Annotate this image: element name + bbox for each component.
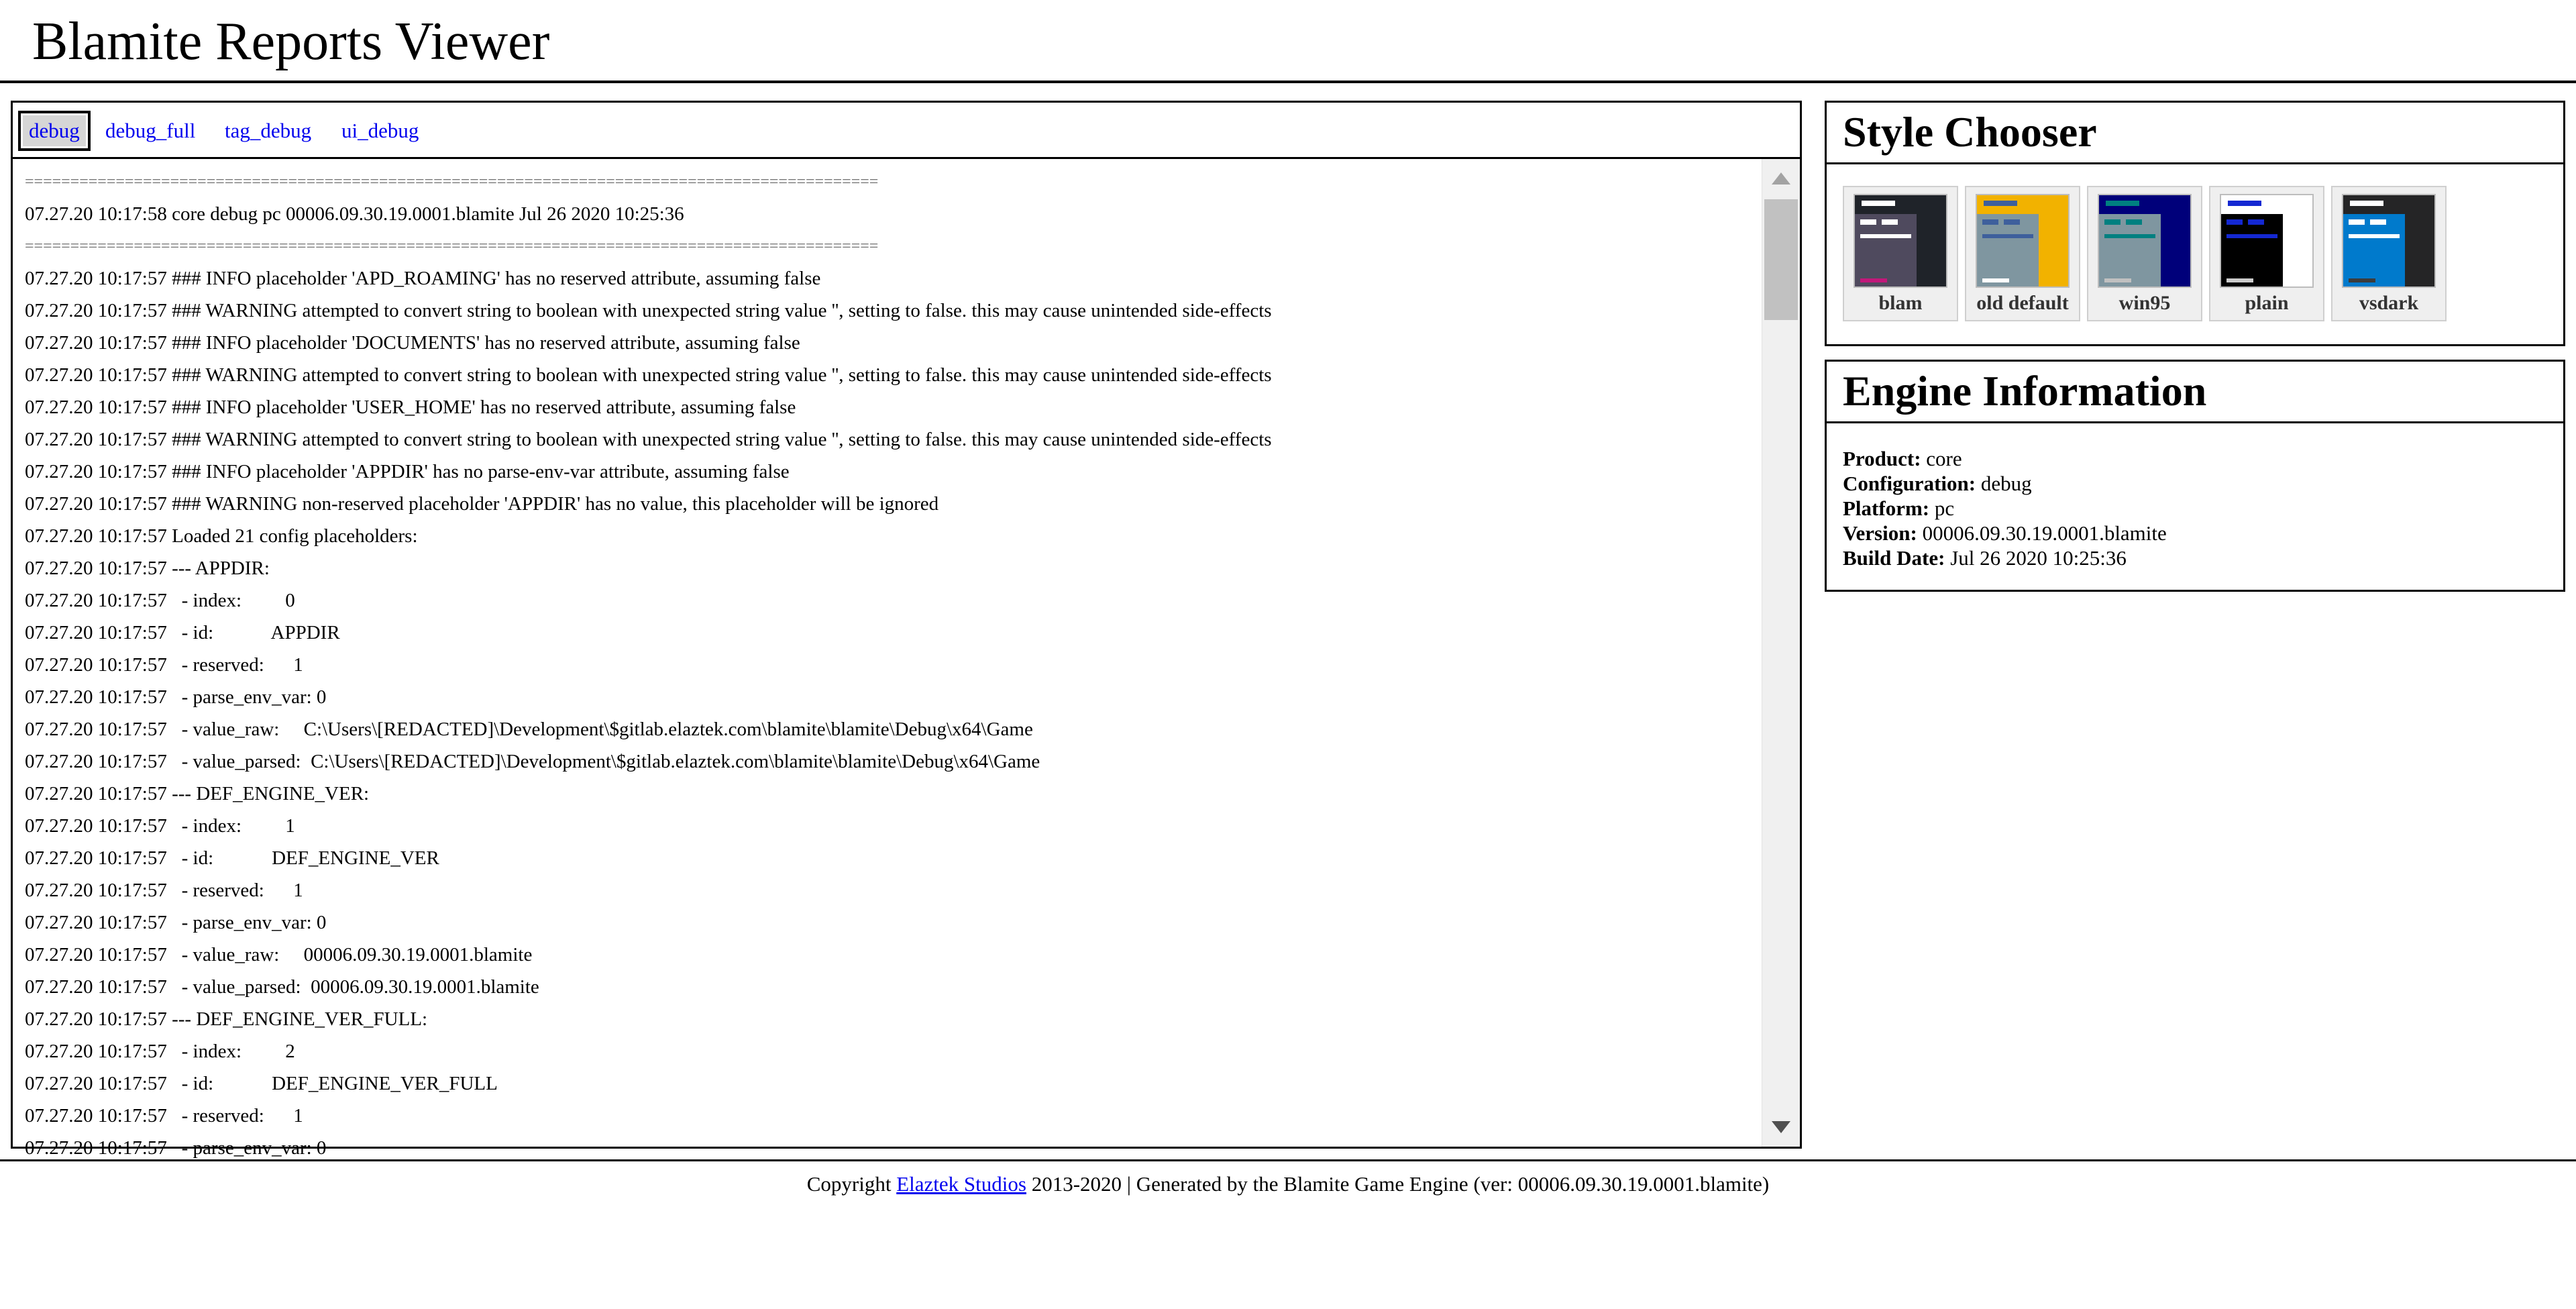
style-chooser-title: Style Chooser xyxy=(1827,103,2563,164)
theme-plain[interactable] xyxy=(2209,186,2324,321)
engine-info-key: Configuration: xyxy=(1843,472,1976,495)
engine-info-value: 00006.09.30.19.0001.blamite xyxy=(1922,521,2167,545)
log-line: 07.27.20 10:17:57 - parse_env_var: 0 xyxy=(25,912,327,933)
log-line: 07.27.20 10:17:57 --- DEF_ENGINE_VER_FULL: xyxy=(25,1008,428,1030)
log-line: 07.27.20 10:17:57 - reserved: 1 xyxy=(25,880,303,901)
engine-info-key: Build Date: xyxy=(1843,546,1945,570)
log-line: 07.27.20 10:17:57 ### INFO placeholder 'USER_HOME' has no reserved attribute, assuming false xyxy=(25,397,796,418)
log-content[interactable] xyxy=(13,159,1772,1159)
footer-text xyxy=(0,1172,2576,1196)
engine-info-value: debug xyxy=(1980,472,2032,495)
tab-debug[interactable]: debug xyxy=(18,111,91,151)
log-line: 07.27.20 10:17:57 - value_parsed: C:\Users\[REDACTED]\Development\$gitlab.elaztek.com\blamite\blamite\Debug\x64\Game xyxy=(25,751,1040,772)
style-chooser-panel xyxy=(1825,101,2565,346)
theme-label: win95 xyxy=(2118,292,2171,314)
engine-info-value: pc xyxy=(1934,496,1955,520)
scroll-down-icon[interactable] xyxy=(1772,1121,1790,1133)
footer-prefix: Copyright xyxy=(806,1172,897,1196)
log-line: 07.27.20 10:17:57 - index: 0 xyxy=(25,590,295,611)
engine-info-row xyxy=(1843,545,2167,570)
theme-vsdark[interactable] xyxy=(2331,186,2447,321)
log-line: 07.27.20 10:17:57 - id: APPDIR xyxy=(25,622,340,643)
engine-info-key: Version: xyxy=(1843,521,1917,545)
log-line: 07.27.20 10:17:57 - value_parsed: 00006.09.30.19.0001.blamite xyxy=(25,976,539,998)
log-line: 07.27.20 10:17:57 ### WARNING attempted to convert string to boolean with unexpected string value '', setting to false. this may cause unintended side-effects xyxy=(25,364,1272,386)
engine-info-row xyxy=(1843,521,2167,545)
theme-win95[interactable] xyxy=(2087,186,2202,321)
log-line: 07.27.20 10:17:57 --- DEF_ENGINE_VER: xyxy=(25,783,370,804)
engine-info-panel xyxy=(1825,360,2565,592)
page-header xyxy=(0,0,2576,83)
theme-preview-image xyxy=(2342,194,2436,288)
page-footer xyxy=(0,1159,2576,1213)
scroll-up-icon[interactable] xyxy=(1772,172,1790,185)
tab-ui-debug[interactable]: ui_debug xyxy=(341,119,419,142)
log-scrollbar[interactable] xyxy=(1762,159,1800,1147)
log-line: 07.27.20 10:17:57 Loaded 21 config placeholders: xyxy=(25,525,418,547)
tab-debug-full[interactable]: debug_full xyxy=(105,119,196,142)
theme-label: plain xyxy=(2245,292,2289,314)
log-line: 07.27.20 10:17:57 - index: 2 xyxy=(25,1041,295,1062)
tab-bar xyxy=(13,103,1800,159)
engine-info-row xyxy=(1843,471,2167,496)
engine-info-title: Engine Information xyxy=(1827,362,2563,423)
log-line: 07.27.20 10:17:57 ### INFO placeholder 'DOCUMENTS' has no reserved attribute, assuming false xyxy=(25,332,800,354)
engine-info-value: core xyxy=(1926,447,1962,470)
log-line: 07.27.20 10:17:57 ### WARNING non-reserved placeholder 'APPDIR' has no value, this placeholder will be ignored xyxy=(25,493,939,515)
engine-info-value: Jul 26 2020 10:25:36 xyxy=(1950,546,2127,570)
log-line: 07.27.20 10:17:57 - reserved: 1 xyxy=(25,654,303,676)
log-line: 07.27.20 10:17:57 - parse_env_var: 0 xyxy=(25,686,327,708)
log-panel xyxy=(11,101,1802,1159)
theme-preview-image xyxy=(2098,194,2192,288)
theme-label: old default xyxy=(1976,292,2069,314)
theme-old-default[interactable] xyxy=(1965,186,2080,321)
engine-info-key: Product: xyxy=(1843,447,1921,470)
footer-suffix: 2013-2020 | Generated by the Blamite Game Engine (ver: 00006.09.30.19.0001.blamite) xyxy=(1026,1172,1770,1196)
log-separator: ============================================================================================== xyxy=(25,173,879,191)
elaztek-studios-link[interactable]: Elaztek Studios xyxy=(896,1172,1026,1196)
theme-blam[interactable] xyxy=(1843,186,1958,321)
engine-info-key: Platform: xyxy=(1843,496,1930,520)
log-line: 07.27.20 10:17:57 - index: 1 xyxy=(25,815,295,837)
scroll-thumb[interactable] xyxy=(1764,199,1798,320)
theme-label: blam xyxy=(1878,292,1923,314)
log-line: 07.27.20 10:17:57 ### INFO placeholder 'APD_ROAMING' has no reserved attribute, assuming false xyxy=(25,268,821,289)
theme-preview-image xyxy=(1854,194,1947,288)
log-line: 07.27.20 10:17:57 - id: DEF_ENGINE_VER xyxy=(25,847,439,869)
log-line: 07.27.20 10:17:57 --- APPDIR: xyxy=(25,558,270,579)
log-separator: ============================================================================================== xyxy=(25,238,879,255)
engine-info-list xyxy=(1843,446,2167,570)
log-line: 07.27.20 10:17:57 - id: DEF_ENGINE_VER_FULL xyxy=(25,1073,498,1094)
tab-tag-debug[interactable]: tag_debug xyxy=(225,119,312,142)
log-header: 07.27.20 10:17:58 core debug pc 00006.09.30.19.0001.blamite Jul 26 2020 10:25:36 xyxy=(25,203,684,225)
theme-preview-image xyxy=(1976,194,2070,288)
log-line: 07.27.20 10:17:57 ### WARNING attempted to convert string to boolean with unexpected string value '', setting to false. this may cause unintended side-effects xyxy=(25,300,1272,321)
log-line: 07.27.20 10:17:57 ### WARNING attempted to convert string to boolean with unexpected string value '', setting to false. this may cause unintended side-effects xyxy=(25,429,1272,450)
log-line: 07.27.20 10:17:57 - parse_env_var: 0 xyxy=(25,1137,327,1159)
engine-info-row xyxy=(1843,496,2167,521)
engine-info-row xyxy=(1843,446,2167,471)
theme-preview-image xyxy=(2220,194,2314,288)
page-title: Blamite Reports Viewer xyxy=(32,12,550,71)
log-line: 07.27.20 10:17:57 ### INFO placeholder 'APPDIR' has no parse-env-var attribute, assuming false xyxy=(25,461,790,482)
theme-label: vsdark xyxy=(2359,292,2419,314)
log-line: 07.27.20 10:17:57 - reserved: 1 xyxy=(25,1105,303,1127)
log-line: 07.27.20 10:17:57 - value_raw: 00006.09.30.19.0001.blamite xyxy=(25,944,533,965)
log-line: 07.27.20 10:17:57 - value_raw: C:\Users\[REDACTED]\Development\$gitlab.elaztek.com\blamite\blamite\Debug\x64\Game xyxy=(25,719,1033,740)
